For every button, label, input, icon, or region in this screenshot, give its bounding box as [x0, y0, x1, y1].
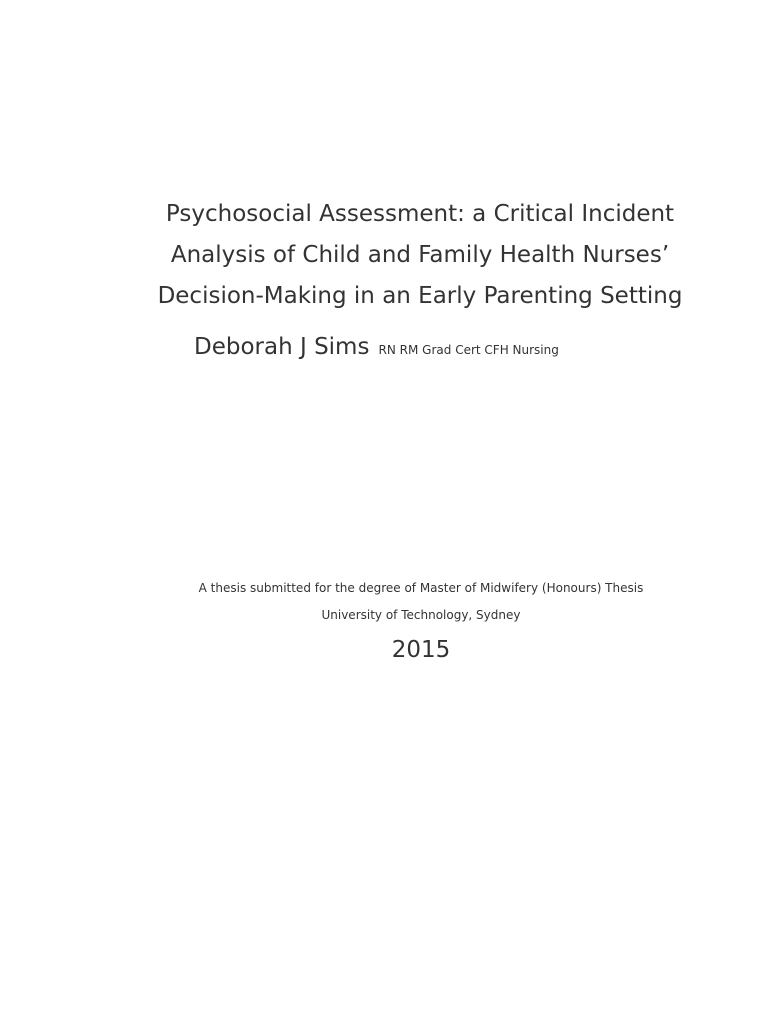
thesis-title [140, 194, 700, 317]
submission-year: 2015 [391, 637, 451, 663]
thesis-title-line-2: Analysis of Child and Family Health Nurses’ [170, 242, 670, 268]
thesis-title-line-1: Psychosocial Assessment: a Critical Incident [165, 201, 675, 227]
degree-statement: A thesis submitted for the degree of Master of Midwifery (Honours) Thesis [198, 581, 644, 595]
submission-block [100, 575, 742, 629]
thesis-title-line-3: Decision-Making in an Early Parenting Setting [157, 283, 683, 309]
institution-name: University of Technology, Sydney [321, 608, 521, 622]
author-line [194, 334, 559, 360]
author-credentials: RN RM Grad Cert CFH Nursing [378, 343, 559, 357]
author-name: Deborah J Sims [194, 334, 370, 360]
